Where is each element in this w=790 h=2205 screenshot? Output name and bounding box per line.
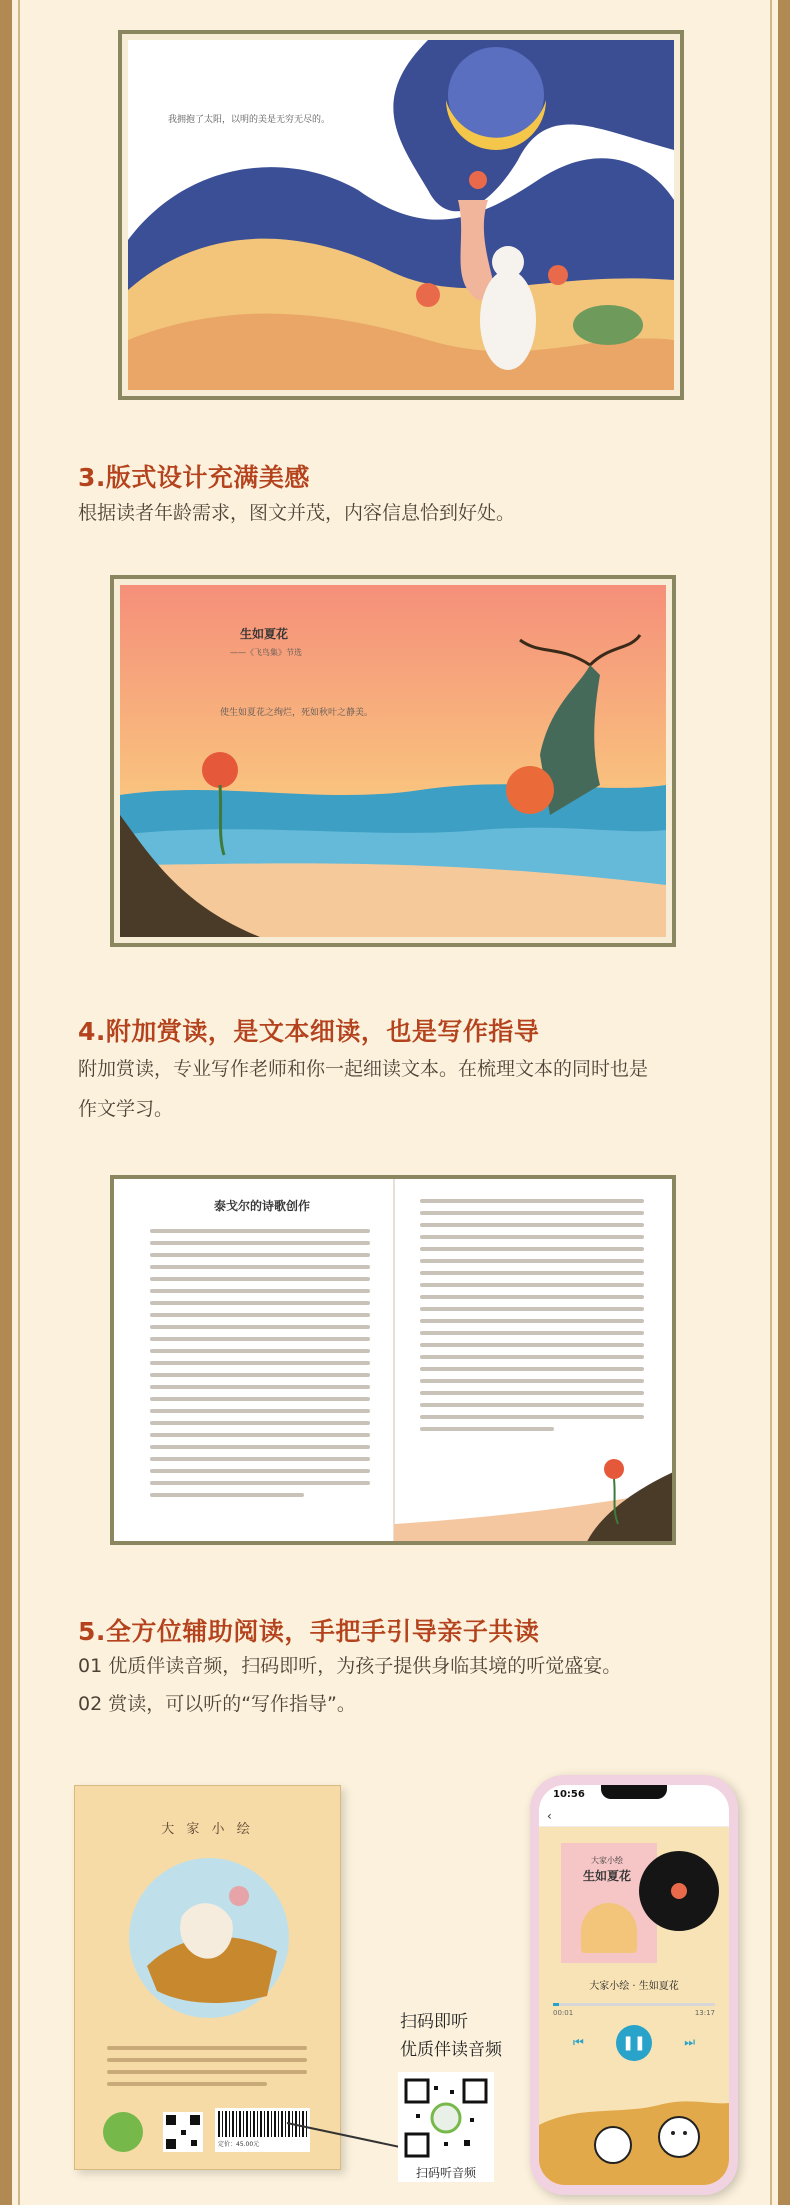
illustration-summer-subtitle: ——《飞鸟集》节选 xyxy=(230,648,302,657)
prev-track-icon[interactable]: ⏮ xyxy=(573,2035,584,2049)
spread-left-title: 泰戈尔的诗歌创作 xyxy=(214,1199,311,1213)
illustration-summer xyxy=(120,585,666,937)
section-5-body-line2: 02 赏读，可以听的“写作指导”。 xyxy=(78,1693,356,1715)
decor-line-left xyxy=(18,0,20,2205)
cartoon-animals xyxy=(539,2085,729,2185)
spread-left-text-block xyxy=(150,1229,370,1505)
album-title: 生如夏花 xyxy=(583,1869,632,1883)
illustration-moon-caption: 我拥抱了太阳，以明的美是无穷无尽的。 xyxy=(168,115,331,125)
progress-bar[interactable] xyxy=(553,2003,715,2006)
moon-scene-svg xyxy=(128,40,674,390)
phone-notch xyxy=(601,1785,667,1799)
pause-button[interactable]: ❚❚ xyxy=(616,2025,652,2061)
qr-pattern xyxy=(404,2078,488,2158)
section-3-body: 根据读者年龄需求，图文并茂，内容信息恰到好处。 xyxy=(78,502,516,524)
phone-mockup xyxy=(530,1775,738,2195)
illustration-moon xyxy=(128,40,674,390)
book-header: 大 家 小 绘 xyxy=(161,1822,254,1837)
illustration-summer-title: 生如夏花 xyxy=(240,627,289,641)
qr-caption: 扫码听音频 xyxy=(415,2166,476,2180)
qr-label-line2: 优质伴读音频 xyxy=(400,2040,502,2060)
book-cover-medallion xyxy=(127,1856,292,2021)
book-spread xyxy=(114,1179,672,1541)
status-time: 10:56 xyxy=(553,1789,585,1800)
track-title: 大家小绘 · 生如夏花 xyxy=(589,1981,679,1992)
section-4-body-line1: 附加赏读，专业写作老师和你一起细读文本。在梳理文本的同时也是 xyxy=(78,1058,649,1080)
book-price: 定价：45.00元 xyxy=(218,2141,260,2148)
decor-line-right xyxy=(770,0,772,2205)
book-barcode xyxy=(215,2108,310,2152)
progress-fill xyxy=(553,2003,559,2006)
summer-scene-svg xyxy=(120,585,666,937)
section-4-body-line2: 作文学习。 xyxy=(78,1098,174,1120)
phone-screen xyxy=(539,1785,729,2185)
book-qr-code xyxy=(163,2112,203,2152)
book-author-bio xyxy=(107,2046,307,2094)
vinyl-record xyxy=(639,1851,719,1931)
album-figure xyxy=(581,1903,637,1953)
publisher-logo xyxy=(103,2112,143,2152)
section-5-title: 5.全方位辅助阅读，手把手引导亲子共读 xyxy=(78,1617,540,1646)
illustration-moon-frame xyxy=(118,30,684,400)
audio-qr-code[interactable] xyxy=(398,2072,494,2182)
time-total: 13:17 xyxy=(694,2009,715,2017)
app-header xyxy=(539,1807,729,1827)
qr-label-line1: 扫码即听 xyxy=(400,2012,468,2032)
next-track-icon[interactable]: ⏭ xyxy=(684,2035,695,2049)
spread-right-text-block xyxy=(420,1199,644,1439)
illustration-summer-frame xyxy=(110,575,676,947)
illustration-summer-caption: 使生如夏花之绚烂，死如秋叶之静美。 xyxy=(220,708,374,718)
back-icon[interactable]: ‹ xyxy=(547,1809,552,1823)
qr-label xyxy=(400,2008,502,2064)
section-3-title: 3.版式设计充满美感 xyxy=(78,463,310,492)
section-5-body-line1: 01 优质伴读音频，扫码即听，为孩子提供身临其境的听觉盛宴。 xyxy=(78,1655,622,1677)
time-elapsed: 00:01 xyxy=(553,2009,574,2017)
spread-illustration xyxy=(394,1429,672,1541)
status-bar xyxy=(539,1785,729,1807)
section-4-title: 4.附加赏读，是文本细读，也是写作指导 xyxy=(78,1017,540,1046)
book-back-cover xyxy=(74,1785,341,2170)
album-series: 大家小绘 xyxy=(591,1856,623,1865)
book-spread-frame xyxy=(110,1175,676,1545)
